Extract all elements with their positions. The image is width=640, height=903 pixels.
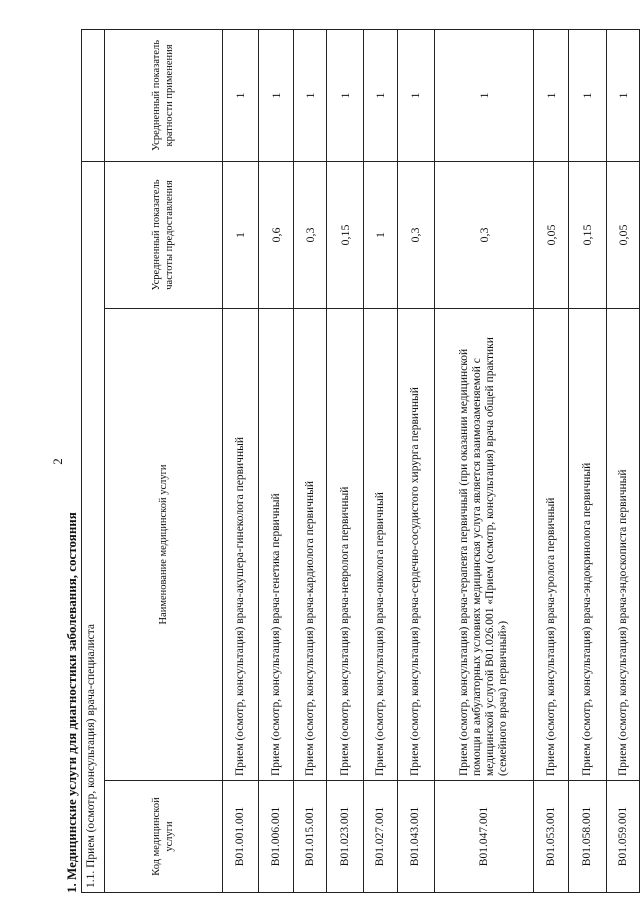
row-frequency: 0,3 [294,161,327,308]
row-code: B01.047.001 [434,781,533,893]
row-code: B01.006.001 [259,781,294,893]
row-name: Прием (осмотр, консультация) врача-сердечно-сосудистого хирурга первичный [397,309,434,781]
header-code: Код медицинской услуги [104,781,222,893]
row-frequency: 0,15 [569,161,607,308]
page-number: 2 [50,458,65,465]
row-frequency: 0,05 [534,161,569,308]
row-name: Прием (осмотр, консультация) врача-невролога первичный [327,309,364,781]
services-table [81,29,640,893]
row-name: Прием (осмотр, консультация) врача-кардиолога первичный [294,309,327,781]
section-title: 1. Медицинские услуги для диагностики заболевания, состояния [64,512,79,893]
row-multiplicity: 1 [534,29,569,161]
row-name: Прием (осмотр, консультация) врача-эндокринолога первичный [569,309,607,781]
table-row [397,29,434,892]
row-name: Прием (осмотр, консультация) врача-эндоскописта первичный [607,309,640,781]
row-multiplicity: 1 [222,29,259,161]
row-code: B01.059.001 [607,781,640,893]
row-multiplicity: 1 [259,29,294,161]
header-row [104,29,222,892]
subsection-title: 1.1. Прием (осмотр, консультация) врача-специалиста [82,161,105,892]
row-name: Прием (осмотр, консультация) врача-терапевта первичный (при оказании медицинской помощи в амбулаторных условиях медицинская услуга является взаимозаменяемой с медицинской услугой B01.026.001 «Прием (осмотр, консультация) врача общей практики (семейного врача) первичный») [434,309,533,781]
header-frequency: Усредненный показатель частоты предоставления [104,161,222,308]
row-code: B01.043.001 [397,781,434,893]
table-row [607,29,640,892]
row-multiplicity: 1 [607,29,640,161]
row-code: B01.023.001 [327,781,364,893]
row-multiplicity: 1 [364,29,398,161]
row-multiplicity: 1 [294,29,327,161]
row-name: Прием (осмотр, консультация) врача-акушера-гинеколога первичный [222,309,259,781]
table-row [222,29,259,892]
row-frequency: 0,15 [327,161,364,308]
table-row [534,29,569,892]
row-code: B01.001.001 [222,781,259,893]
subsection-row [82,29,105,892]
table-row [569,29,607,892]
header-name: Наименование медицинской услуги [104,309,222,781]
row-code: B01.015.001 [294,781,327,893]
row-multiplicity: 1 [327,29,364,161]
row-frequency: 0,05 [607,161,640,308]
row-frequency: 0,3 [434,161,533,308]
row-name: Прием (осмотр, консультация) врача-онколога первичный [364,309,398,781]
row-frequency: 1 [364,161,398,308]
header-multiplicity: Усредненный показатель кратности применения [104,29,222,161]
row-code: B01.053.001 [534,781,569,893]
table-row [259,29,294,892]
table-row [434,29,533,892]
table-row [364,29,398,892]
row-frequency: 1 [222,161,259,308]
row-frequency: 0,6 [259,161,294,308]
table-row [294,29,327,892]
rotated-content [50,30,640,893]
row-multiplicity: 1 [397,29,434,161]
subsection-empty-cell [82,29,105,161]
row-multiplicity: 1 [434,29,533,161]
row-code: B01.027.001 [364,781,398,893]
row-name: Прием (осмотр, консультация) врача-генетика первичный [259,309,294,781]
row-code: B01.058.001 [569,781,607,893]
table-row [327,29,364,892]
row-multiplicity: 1 [569,29,607,161]
row-frequency: 0,3 [397,161,434,308]
row-name: Прием (осмотр, консультация) врача-уролога первичный [534,309,569,781]
